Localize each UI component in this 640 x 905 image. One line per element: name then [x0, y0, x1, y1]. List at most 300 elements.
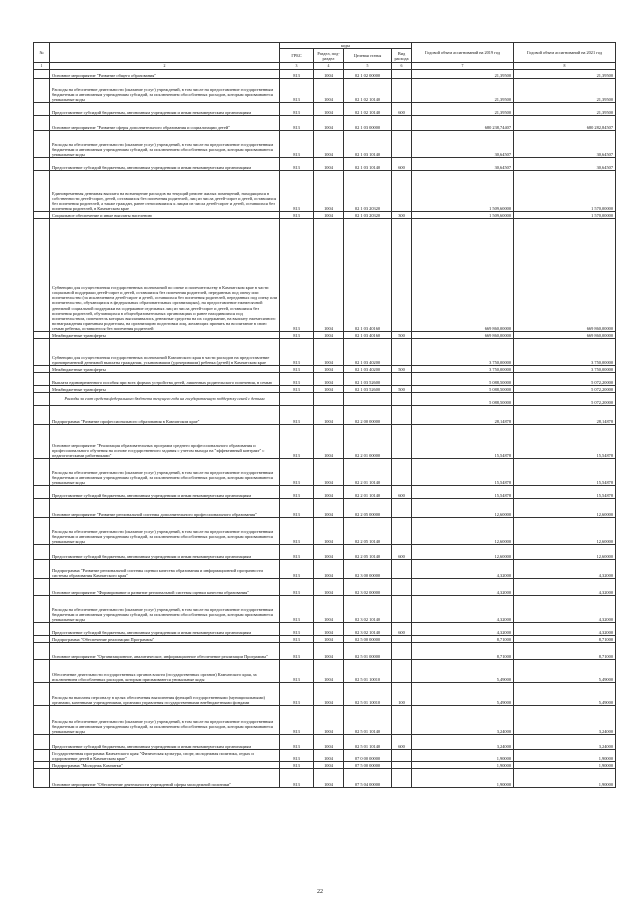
row-name-cell: Предоставление субсидий бюджетным, автономным учреждениям и иным некоммерческим организациям	[50, 735, 280, 750]
table-row	[34, 131, 616, 158]
row-target-article-cell: 02 3 00 00000	[344, 560, 392, 579]
row-razdel-cell: 1004	[314, 116, 344, 131]
row-volume-2021-cell: 3 750,00000	[514, 339, 616, 366]
header-number-cell: 3	[280, 63, 314, 70]
row-expense-type-cell	[392, 706, 412, 735]
row-volume-2021-cell: 4,32000	[514, 596, 616, 623]
row-number-cell	[34, 596, 50, 623]
row-number-cell	[34, 706, 50, 735]
row-expense-type-cell	[392, 769, 412, 788]
row-razdel-cell: 1004	[314, 596, 344, 623]
row-expense-type-cell	[392, 393, 412, 406]
row-volume-2019-cell: 3,24000	[412, 735, 514, 750]
row-name-cell: Расходы за счет средств федерального бюджета текущего года на государственную поддержку семей с детьми	[50, 393, 280, 406]
row-grbs-cell: 813	[280, 660, 314, 683]
row-number-cell	[34, 579, 50, 596]
row-volume-2021-cell: 8,71000	[514, 643, 616, 660]
row-razdel-cell: 1004	[314, 386, 344, 393]
table-row	[34, 79, 616, 103]
row-name-cell: Основное мероприятие "Организационное, аналитическое, информационное обеспечение реализации Программы"	[50, 643, 280, 660]
row-grbs-cell: 813	[280, 499, 314, 518]
row-grbs-cell: 813	[280, 425, 314, 459]
row-number-cell	[34, 373, 50, 386]
row-volume-2021-cell: 669 860,00000	[514, 332, 616, 339]
table-row	[34, 735, 616, 750]
row-target-article-cell: 02 1 03 10140	[344, 131, 392, 158]
row-grbs-cell: 813	[280, 545, 314, 560]
row-volume-2021-cell: 28,14878	[514, 406, 616, 425]
row-grbs-cell: 813	[280, 339, 314, 366]
row-name-cell: Предоставление субсидий бюджетным, автономным учреждениям и иным некоммерческим организациям	[50, 158, 280, 171]
row-number-cell	[34, 623, 50, 636]
table-body	[34, 70, 616, 788]
table-row	[34, 623, 616, 636]
row-target-article-cell: 02 1 03 52600	[344, 386, 392, 393]
row-target-article-cell: 02 2 05 10140	[344, 518, 392, 545]
row-volume-2019-cell: 8,71000	[412, 643, 514, 660]
row-volume-2021-cell: 30,64507	[514, 158, 616, 171]
page-number: 22	[317, 889, 323, 895]
row-volume-2021-cell: 5,49000	[514, 660, 616, 683]
row-volume-2019-cell: 15,54878	[412, 486, 514, 499]
row-number-cell	[34, 171, 50, 212]
row-grbs-cell: 813	[280, 459, 314, 486]
row-number-cell	[34, 366, 50, 373]
row-name-cell: Подпрограмма "Обеспечение реализации Программы"	[50, 636, 280, 643]
row-razdel-cell: 1004	[314, 623, 344, 636]
row-target-article-cell: 02 1 03 20320	[344, 171, 392, 212]
table-row	[34, 103, 616, 116]
row-volume-2021-cell: 3,24000	[514, 735, 616, 750]
row-number-cell	[34, 158, 50, 171]
row-number-cell	[34, 560, 50, 579]
row-volume-2019-cell: 4,32000	[412, 623, 514, 636]
table-row	[34, 459, 616, 486]
row-number-cell	[34, 735, 50, 750]
row-volume-2021-cell: 1 570,00000	[514, 171, 616, 212]
row-grbs-cell: 813	[280, 366, 314, 373]
row-volume-2021-cell: 5 072,20000	[514, 373, 616, 386]
row-razdel-cell: 1004	[314, 750, 344, 762]
row-target-article-cell: 07 5 04 00000	[344, 769, 392, 788]
row-number-cell	[34, 103, 50, 116]
row-number-cell	[34, 219, 50, 332]
row-grbs-cell: 813	[280, 560, 314, 579]
row-name-cell: Единовременная денежная выплата на возмещение расходов на текущий ремонт жилых помещений, находящихся в собственности детей-сирот, детей, оставшихся без попечения родителей, лиц из числа детей-сирот и детей, оставшихся без попечения родителей, а также граждан, ранее относившихся к лицам из числа детей-сирот и детей, оставшихся без попечения родителей, в Камчатском крае	[50, 171, 280, 212]
row-grbs-cell: 813	[280, 596, 314, 623]
table-row	[34, 636, 616, 643]
row-razdel-cell: 1004	[314, 158, 344, 171]
header-expense-type: Вид расхода	[392, 49, 412, 63]
row-expense-type-cell: 600	[392, 545, 412, 560]
row-expense-type-cell	[392, 373, 412, 386]
row-volume-2019-cell: 1,90000	[412, 750, 514, 762]
row-volume-2019-cell: 669 860,00000	[412, 332, 514, 339]
row-volume-2021-cell: 5 072,20000	[514, 393, 616, 406]
row-volume-2021-cell: 12,60000	[514, 499, 616, 518]
table-row	[34, 171, 616, 212]
row-name-cell: Выплата единовременного пособия при всех формах устройства детей, лишенных родительского попечения, в семью	[50, 373, 280, 386]
row-name-cell: Расходы на обеспечение деятельности (оказание услуг) учреждений, в том числе на предоставление государственным бюджетным и автономным учреждениям субсидий, за исключением обособленных расходов, которым присваиваются уникальные коды	[50, 706, 280, 735]
table-row	[34, 750, 616, 762]
row-target-article-cell: 02 3 02 10140	[344, 623, 392, 636]
table-row	[34, 219, 616, 332]
row-volume-2021-cell: 1 570,00000	[514, 212, 616, 219]
row-razdel-cell: 1004	[314, 103, 344, 116]
row-target-article-cell: 02 1 03 40160	[344, 332, 392, 339]
row-razdel-cell: 1004	[314, 643, 344, 660]
table-row	[34, 762, 616, 769]
row-volume-2019-cell: 5 088,50000	[412, 373, 514, 386]
row-razdel-cell: 1004	[314, 212, 344, 219]
row-name-cell: Расходы на обеспечение деятельности (оказание услуг) учреждений, в том числе на предоставление государственным бюджетным и автономным учреждениям субсидий, за исключением обособленных расходов, которым присваиваются уникальные коды	[50, 596, 280, 623]
row-razdel-cell: 1004	[314, 706, 344, 735]
table-row	[34, 116, 616, 131]
row-expense-type-cell	[392, 560, 412, 579]
row-name-cell: Основное мероприятие "Развитие общего образования"	[50, 70, 280, 79]
table-row	[34, 366, 616, 373]
row-grbs-cell: 813	[280, 171, 314, 212]
row-razdel-cell: 1004	[314, 660, 344, 683]
row-razdel-cell: 1004	[314, 735, 344, 750]
table-row	[34, 683, 616, 706]
row-volume-2019-cell: 5,49000	[412, 683, 514, 706]
row-expense-type-cell: 600	[392, 158, 412, 171]
row-volume-2019-cell: 5,49000	[412, 660, 514, 683]
row-volume-2019-cell: 28,14878	[412, 406, 514, 425]
row-number-cell	[34, 486, 50, 499]
row-expense-type-cell: 600	[392, 486, 412, 499]
row-volume-2021-cell: 8,71000	[514, 636, 616, 643]
row-volume-2019-cell: 21,39500	[412, 79, 514, 103]
header-grbs: ГРБС	[280, 49, 314, 63]
row-expense-type-cell: 500	[392, 366, 412, 373]
row-expense-type-cell	[392, 79, 412, 103]
row-number-cell	[34, 683, 50, 706]
row-expense-type-cell	[392, 750, 412, 762]
row-name-cell: Расходы на обеспечение деятельности (оказание услуг) учреждений, в том числе на предоставление государственным бюджетным и автономным учреждениям субсидий, за исключением обособленных расходов, которым присваиваются уникальные коды	[50, 131, 280, 158]
row-volume-2019-cell: 5 088,50000	[412, 393, 514, 406]
row-grbs-cell: 813	[280, 486, 314, 499]
row-grbs-cell: 813	[280, 212, 314, 219]
row-expense-type-cell: 500	[392, 386, 412, 393]
row-number-cell	[34, 750, 50, 762]
row-expense-type-cell: 600	[392, 735, 412, 750]
header-volume-2019: Годовой объем ассигнований на 2019 год	[412, 43, 514, 63]
row-number-cell	[34, 518, 50, 545]
row-grbs-cell: 813	[280, 579, 314, 596]
row-razdel-cell: 1004	[314, 425, 344, 459]
row-volume-2019-cell: 1,90000	[412, 762, 514, 769]
row-volume-2021-cell: 21,39500	[514, 79, 616, 103]
row-volume-2019-cell: 30,64507	[412, 131, 514, 158]
row-grbs-cell: 813	[280, 406, 314, 425]
row-volume-2021-cell: 15,54878	[514, 425, 616, 459]
row-number-cell	[34, 116, 50, 131]
row-name-cell: Основное мероприятие "Реализация образовательных программ среднего профессионального образования и профессионального обучения на основе государственного задания с учетом выхода на "эффективный контракт" с педагогическими работниками"	[50, 425, 280, 459]
row-target-article-cell: 02 5 01 10010	[344, 660, 392, 683]
row-target-article-cell: 07 5 00 00000	[344, 762, 392, 769]
row-razdel-cell: 1004	[314, 366, 344, 373]
row-expense-type-cell	[392, 499, 412, 518]
row-name-cell: Межбюджетные трансферты	[50, 386, 280, 393]
row-expense-type-cell	[392, 116, 412, 131]
row-target-article-cell: 02 5 01 00000	[344, 643, 392, 660]
row-volume-2021-cell: 680 282,84507	[514, 116, 616, 131]
row-number-cell	[34, 762, 50, 769]
row-volume-2019-cell: 3,24000	[412, 706, 514, 735]
row-number-cell	[34, 70, 50, 79]
row-razdel-cell: 1004	[314, 171, 344, 212]
row-target-article-cell: 02 2 01 10140	[344, 486, 392, 499]
row-volume-2019-cell: 1 509,60000	[412, 212, 514, 219]
row-number-cell	[34, 79, 50, 103]
row-expense-type-cell: 500	[392, 332, 412, 339]
header-number-cell: 8	[514, 63, 616, 70]
row-number-cell	[34, 386, 50, 393]
table-row	[34, 386, 616, 393]
row-name-cell: Расходы на обеспечение деятельности (оказание услуг) учреждений, в том числе на предоставление государственным бюджетным и автономным учреждениям субсидий, за исключением обособленных расходов, которым присваиваются уникальные коды	[50, 518, 280, 545]
row-grbs-cell: 813	[280, 79, 314, 103]
row-target-article-cell: 02 5 01 10140	[344, 735, 392, 750]
row-name-cell: Подпрограмма "Развитие региональной системы оценки качества образования и информационной прозрачности системы образования Камчатского края"	[50, 560, 280, 579]
row-expense-type-cell: 300	[392, 212, 412, 219]
row-volume-2019-cell: 3 750,00000	[412, 339, 514, 366]
row-expense-type-cell: 100	[392, 683, 412, 706]
row-volume-2019-cell: 669 860,00000	[412, 219, 514, 332]
row-razdel-cell: 1004	[314, 636, 344, 643]
row-name-cell: Подпрограмма "Развитие профессионального образования в Камчатском крае"	[50, 406, 280, 425]
row-name-cell: Предоставление субсидий бюджетным, автономным учреждениям и иным некоммерческим организациям	[50, 486, 280, 499]
row-volume-2019-cell: 21,39500	[412, 103, 514, 116]
header-number-cell: 2	[50, 63, 280, 70]
table-row	[34, 499, 616, 518]
row-number-cell	[34, 545, 50, 560]
row-volume-2021-cell: 1,90000	[514, 762, 616, 769]
header-number-cell: 5	[344, 63, 392, 70]
row-grbs-cell: 813	[280, 332, 314, 339]
row-volume-2021-cell: 21,39500	[514, 103, 616, 116]
row-target-article-cell: 02 1 03 40200	[344, 339, 392, 366]
row-number-cell	[34, 660, 50, 683]
row-target-article-cell: 02 3 02 10140	[344, 596, 392, 623]
row-name-cell: Основное мероприятие "Обеспечение деятельности учреждений сферы молодежной политики"	[50, 769, 280, 788]
row-grbs-cell: 813	[280, 762, 314, 769]
row-target-article-cell: 07 0 00 00000	[344, 750, 392, 762]
row-expense-type-cell	[392, 643, 412, 660]
row-volume-2019-cell: 12,60000	[412, 499, 514, 518]
row-razdel-cell: 1004	[314, 762, 344, 769]
row-razdel-cell: 1004	[314, 518, 344, 545]
row-volume-2019-cell: 1,90000	[412, 769, 514, 788]
table-row	[34, 769, 616, 788]
row-grbs-cell: 813	[280, 373, 314, 386]
row-expense-type-cell	[392, 518, 412, 545]
table-row	[34, 212, 616, 219]
row-number-cell	[34, 459, 50, 486]
row-expense-type-cell	[392, 660, 412, 683]
header-number-cell: 6	[392, 63, 412, 70]
row-razdel-cell: 1004	[314, 219, 344, 332]
budget-table	[33, 42, 616, 788]
table-row	[34, 596, 616, 623]
row-number-cell	[34, 643, 50, 660]
row-razdel-cell: 1004	[314, 332, 344, 339]
table-row	[34, 406, 616, 425]
row-grbs-cell: 813	[280, 116, 314, 131]
table-row	[34, 660, 616, 683]
header-codes-group: коды	[280, 43, 412, 49]
row-grbs-cell: 813	[280, 769, 314, 788]
row-expense-type-cell	[392, 406, 412, 425]
row-number-cell	[34, 212, 50, 219]
row-grbs-cell: 813	[280, 683, 314, 706]
row-target-article-cell: 02 1 03 40200	[344, 366, 392, 373]
row-target-article-cell: 02 1 02 00000	[344, 70, 392, 79]
row-target-article-cell: 02 1 03 20320	[344, 212, 392, 219]
row-razdel-cell: 1004	[314, 579, 344, 596]
row-expense-type-cell	[392, 171, 412, 212]
row-razdel-cell: 1004	[314, 339, 344, 366]
row-razdel-cell: 1004	[314, 373, 344, 386]
table-row	[34, 545, 616, 560]
row-volume-2021-cell: 30,64507	[514, 131, 616, 158]
row-expense-type-cell	[392, 70, 412, 79]
table-row	[34, 339, 616, 366]
row-volume-2021-cell: 3,24000	[514, 706, 616, 735]
row-expense-type-cell	[392, 425, 412, 459]
row-grbs-cell: 813	[280, 131, 314, 158]
row-grbs-cell: 813	[280, 103, 314, 116]
row-grbs-cell: 813	[280, 706, 314, 735]
row-name-cell: Межбюджетные трансферты	[50, 332, 280, 339]
row-volume-2021-cell: 5,49000	[514, 683, 616, 706]
row-name-cell: Обеспечение деятельности государственных органов власти (государственных органов) Камчатского края, за исключением обособленных расходов, которым присваиваются уникальные коды	[50, 660, 280, 683]
row-target-article-cell: 02 2 05 10140	[344, 545, 392, 560]
row-volume-2019-cell: 8,71000	[412, 636, 514, 643]
row-volume-2019-cell: 15,54878	[412, 425, 514, 459]
row-name-cell: Основное мероприятие "Развитие сферы дополнительного образования и социализации детей"	[50, 116, 280, 131]
row-expense-type-cell	[392, 339, 412, 366]
row-grbs-cell: 813	[280, 386, 314, 393]
row-volume-2019-cell: 680 238,74407	[412, 116, 514, 131]
row-expense-type-cell	[392, 596, 412, 623]
header-col-number: №	[34, 43, 50, 63]
row-grbs-cell: 813	[280, 643, 314, 660]
row-target-article-cell: 02 2 01 10140	[344, 459, 392, 486]
table-row	[34, 486, 616, 499]
row-expense-type-cell	[392, 762, 412, 769]
header-razdel: Раздел, под-раздел	[314, 49, 344, 63]
row-volume-2021-cell: 12,60000	[514, 518, 616, 545]
row-target-article-cell: 02 5 00 00000	[344, 636, 392, 643]
row-number-cell	[34, 406, 50, 425]
table-row	[34, 579, 616, 596]
row-name-cell: Предоставление субсидий бюджетным, автономным учреждениям и иным некоммерческим организациям	[50, 103, 280, 116]
row-number-cell	[34, 499, 50, 518]
row-razdel-cell: 1004	[314, 79, 344, 103]
table-row	[34, 70, 616, 79]
row-expense-type-cell	[392, 219, 412, 332]
row-expense-type-cell	[392, 459, 412, 486]
row-grbs-cell: 813	[280, 158, 314, 171]
row-volume-2019-cell: 21,39500	[412, 70, 514, 79]
row-expense-type-cell: 600	[392, 623, 412, 636]
row-number-cell	[34, 339, 50, 366]
header-col-name	[50, 43, 280, 63]
row-razdel-cell	[314, 393, 344, 406]
row-expense-type-cell	[392, 579, 412, 596]
row-volume-2021-cell: 4,32000	[514, 579, 616, 596]
row-volume-2021-cell: 21,39500	[514, 70, 616, 79]
row-razdel-cell: 1004	[314, 131, 344, 158]
row-volume-2019-cell: 30,64507	[412, 158, 514, 171]
row-volume-2019-cell: 15,54878	[412, 459, 514, 486]
row-expense-type-cell	[392, 131, 412, 158]
header-volume-2021: Годовой объем ассигнований на 2021 год	[514, 43, 616, 63]
table-row	[34, 373, 616, 386]
row-target-article-cell: 02 1 02 10140	[344, 103, 392, 116]
row-number-cell	[34, 332, 50, 339]
row-name-cell: Предоставление субсидий бюджетным, автономным учреждениям и иным некоммерческим организациям	[50, 545, 280, 560]
row-name-cell: Социальное обеспечение и иные выплаты населению	[50, 212, 280, 219]
row-razdel-cell: 1004	[314, 545, 344, 560]
row-grbs-cell: 813	[280, 518, 314, 545]
row-razdel-cell: 1004	[314, 769, 344, 788]
row-target-article-cell: 02 1 03 10140	[344, 158, 392, 171]
row-volume-2021-cell: 669 860,00000	[514, 219, 616, 332]
budget-table-sheet	[33, 42, 615, 788]
row-razdel-cell: 1004	[314, 499, 344, 518]
row-name-cell: Государственная программа Камчатского края "Физическая культура, спорт, молодежная политика, отдых и оздоровление детей в Камчатском крае"	[50, 750, 280, 762]
row-razdel-cell: 1004	[314, 459, 344, 486]
row-target-article-cell: 02 1 03 52600	[344, 373, 392, 386]
row-volume-2019-cell: 3 750,00000	[412, 366, 514, 373]
row-razdel-cell: 1004	[314, 70, 344, 79]
row-volume-2021-cell: 15,54878	[514, 459, 616, 486]
table-row	[34, 706, 616, 735]
row-number-cell	[34, 131, 50, 158]
row-razdel-cell: 1004	[314, 486, 344, 499]
row-name-cell: Субвенции для осуществления государственных полномочий Камчатского края в части расходов на предоставление единовременной денежной выплаты гражданам, усыновившим (удочерившим) ребенка (детей) в Камчатском крае	[50, 339, 280, 366]
row-volume-2021-cell: 1,90000	[514, 769, 616, 788]
row-expense-type-cell	[392, 636, 412, 643]
row-grbs-cell: 813	[280, 636, 314, 643]
row-volume-2021-cell: 15,54878	[514, 486, 616, 499]
row-number-cell	[34, 636, 50, 643]
row-name-cell: Основное мероприятие "Развитие региональной системы дополнительного профессионального образования"	[50, 499, 280, 518]
row-volume-2021-cell: 4,32000	[514, 560, 616, 579]
row-name-cell: Расходы на обеспечение деятельности (оказание услуг) учреждений, в том числе на предоставление государственным бюджетным и автономным учреждениям субсидий, за исключением обособленных расходов, которым присваиваются уникальные коды	[50, 79, 280, 103]
table-row	[34, 425, 616, 459]
row-volume-2019-cell: 12,60000	[412, 545, 514, 560]
row-name-cell: Субвенции для осуществления государственных полномочий по опеке и попечительству в Камчатском крае в части социальной поддержки детей-сирот и детей, оставшихся без попечения родителей, переданных под опеку или попечительство (за исключением детей-сирот и детей, оставшихся без попечения родителей, переданных под опеку или попечительство, обучающихся в федеральных образовательных организациях), на предоставление ежемесячной денежной социальной поддержки на содержание отдельных лиц из числа детей-сирот и детей, оставшихся без попечения родителей, обучающихся в общеобразовательных организациях и ранее находившихся под попечительством, попечитель которых выплачивались денежные средства на их содержание, на выплату ежемесячного вознаграждения приемным родителям, на организацию подготовки лиц, желающих принять на воспитание в свою семью ребенка, оставшегося без попечения родителей	[50, 219, 280, 332]
row-grbs-cell: 813	[280, 70, 314, 79]
table-row	[34, 158, 616, 171]
row-target-article-cell: 02 1 02 10140	[344, 79, 392, 103]
table-row	[34, 332, 616, 339]
row-grbs-cell: 813	[280, 623, 314, 636]
row-name-cell: Расходы на обеспечение деятельности (оказание услуг) учреждений, в том числе на предоставление государственным бюджетным и автономным учреждениям субсидий, за исключением обособленных расходов, которым присваиваются уникальные коды	[50, 459, 280, 486]
row-volume-2019-cell: 4,32000	[412, 560, 514, 579]
row-volume-2019-cell: 5 088,50000	[412, 386, 514, 393]
header-number-cell: 4	[314, 63, 344, 70]
row-name-cell: Расходы на выплаты персоналу в целях обеспечения выполнения функций государственными (муниципальными) органами, казенными учреждениями, органами управления государственными внебюджетными фондами	[50, 683, 280, 706]
row-target-article-cell: 02 3 02 00000	[344, 579, 392, 596]
row-volume-2019-cell: 4,32000	[412, 579, 514, 596]
row-target-article-cell: 02 1 03 00000	[344, 116, 392, 131]
row-target-article-cell: 02 2 01 00000	[344, 425, 392, 459]
